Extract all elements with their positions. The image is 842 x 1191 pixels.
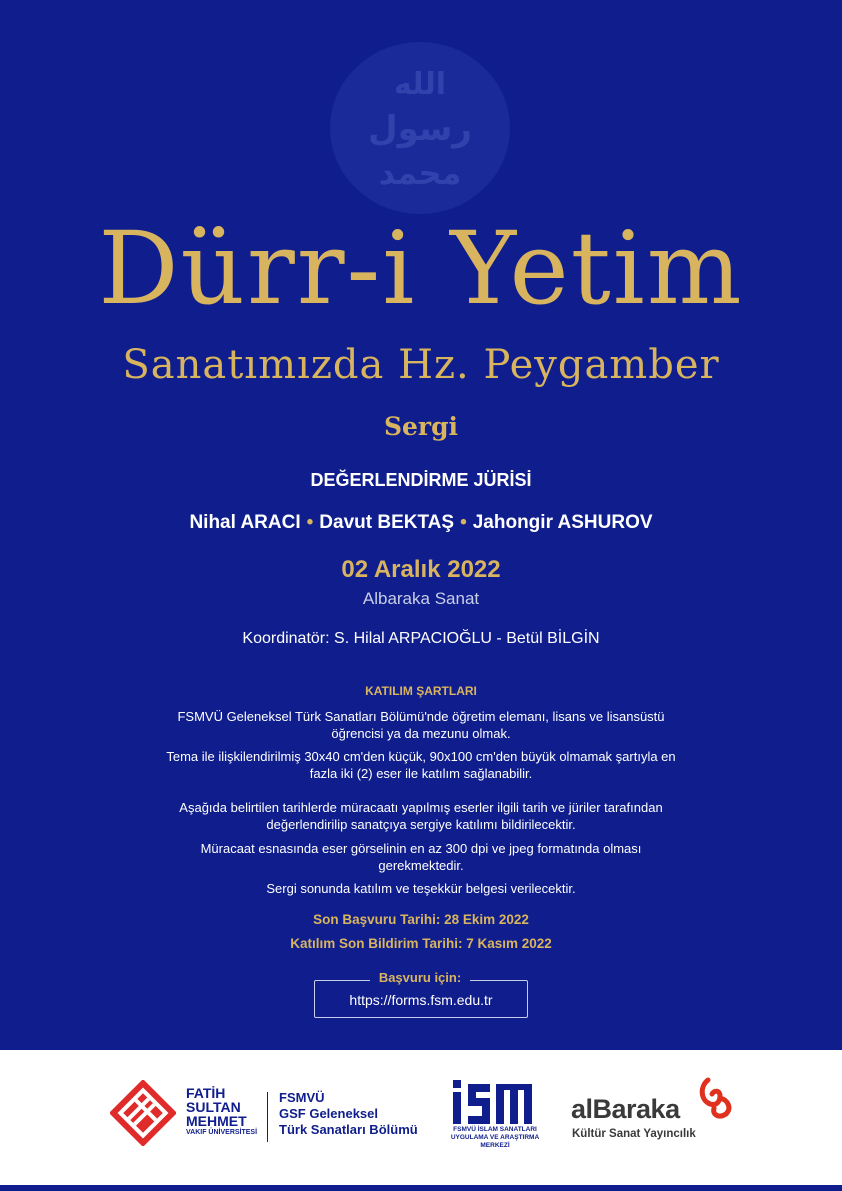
- coordinator: Koordinatör: S. Hilal ARPACIOĞLU - Betül BİLGİN: [242, 630, 600, 647]
- isam-logo-icon: [450, 1080, 540, 1124]
- requirement-item: Aşağıda belirtilen tarihlerde müracaatı yapılmış eserler ilgili tarih ve jüriler tarafından değerlendirilip sanatçıya sergiye katılımı bildirilecektir.: [179, 800, 663, 832]
- jury-member: Davut BEKTAŞ: [319, 512, 455, 533]
- logo-divider: [267, 1092, 268, 1142]
- bullet-separator: •: [460, 512, 467, 533]
- requirement-item: Müracaat esnasında eser görselinin en az 300 dpi ve jpeg formatında olması gerekmektedir.: [200, 841, 642, 873]
- seal-line-1: الله: [394, 67, 446, 102]
- event-venue: Albaraka Sanat: [362, 589, 480, 608]
- jury-heading: DEĞERLENDİRME JÜRİSİ: [310, 470, 532, 490]
- apply-label: Başvuru için:: [370, 970, 470, 985]
- fsm-logo-icon: [110, 1080, 176, 1146]
- fsm-logo-text: FATİH SULTAN MEHMET VAKIF ÜNİVERSİTESİ: [186, 1085, 258, 1136]
- application-deadline: Son Başvuru Tarihi: 28 Ekim 2022: [313, 912, 529, 927]
- apply-link[interactable]: https://forms.fsm.edu.tr: [349, 992, 493, 1008]
- footer-bottom-bar: [0, 1185, 842, 1191]
- exhibition-title: Dürr-i Yetim: [98, 210, 744, 327]
- jury-member: Jahongir ASHUROV: [472, 512, 653, 533]
- seal-calligraphy: [330, 42, 510, 214]
- prophet-seal: [330, 42, 510, 214]
- albaraka-wordmark: alBaraka: [571, 1094, 680, 1124]
- gsf-department-text: FSMVÜ GSF Geleneksel Türk Sanatları Bölümü: [279, 1090, 418, 1137]
- exhibition-subtitle: Sanatımızda Hz. Peygamber: [122, 342, 720, 388]
- seal-line-3: محمد: [378, 154, 462, 192]
- exhibition-kind: Sergi: [383, 412, 459, 441]
- event-date: 02 Aralık 2022: [341, 556, 501, 583]
- jury-member: Nihal ARACI: [189, 512, 301, 533]
- isam-logo-text: FSMVÜ İSLAM SANATLARI UYGULAMA VE ARAŞTIRMA MERKEZİ: [450, 1126, 540, 1149]
- notification-deadline: Katılım Son Bildirim Tarihi: 7 Kasım 2022: [290, 936, 552, 951]
- seal-line-2: رسول: [368, 109, 472, 149]
- requirement-item: Tema ile ilişkilendirilmiş 30x40 cm'den küçük, 90x100 cm'den büyük olmamak şartıyla en fazla iki (2) eser ile katılım sağlanabilir.: [166, 749, 676, 781]
- albaraka-logo-icon: [698, 1076, 734, 1120]
- requirements-heading: KATILIM ŞARTLARI: [365, 684, 477, 698]
- jury-members: [0, 512, 842, 534]
- albaraka-subtitle: Kültür Sanat Yayıncılık: [572, 1128, 696, 1140]
- requirement-item: FSMVÜ Geleneksel Türk Sanatları Bölümü'nde öğretim elemanı, lisans ve lisansüstü öğrencisi ya da mezunu olmak.: [177, 709, 665, 741]
- requirement-item: Sergi sonunda katılım ve teşekkür belgesi verilecektir.: [266, 881, 576, 896]
- bullet-separator: •: [306, 512, 314, 533]
